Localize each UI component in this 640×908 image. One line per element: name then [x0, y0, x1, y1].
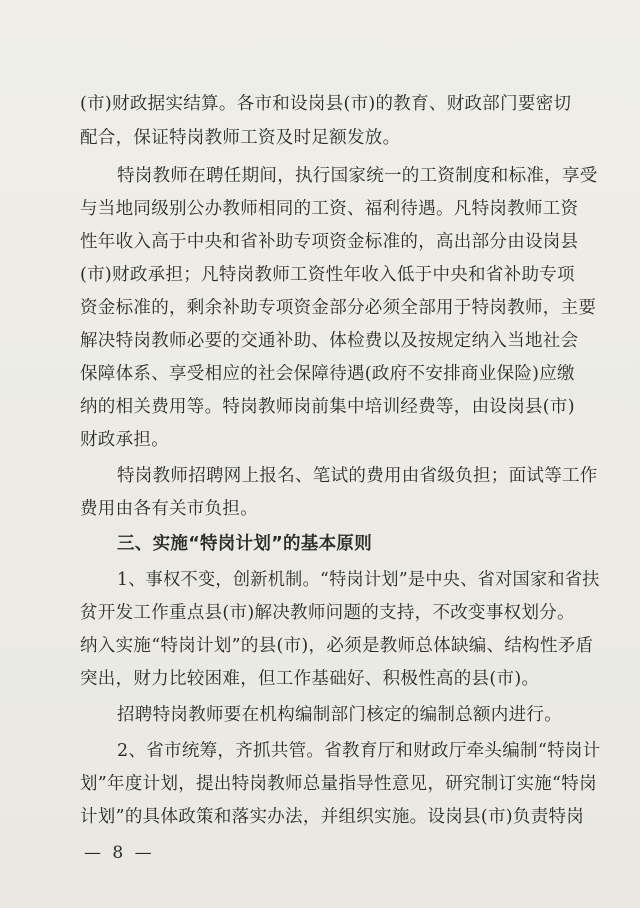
text-line-7: 资金标准的，剩余补助专项资金部分必须全部用于特岗教师，主要 — [80, 298, 597, 318]
text-line-11: 财政承担。 — [80, 430, 169, 450]
text-line-20: 2、省市统筹，齐抓共管。省教育厅和财政厅牵头编制“特岗计 — [117, 741, 601, 761]
section-heading: 三、实施“特岗计划”的基本原则 — [117, 534, 373, 554]
text-line-16: 贫开发工作重点县(市)解决教师问题的支持，不改变事权划分。 — [80, 603, 575, 623]
text-line-22: 计划”的具体政策和落实办法，并组织实施。设岗县(市)负责特岗 — [80, 807, 585, 827]
text-line-18: 突出，财力比较困难，但工作基础好、积极性高的县(市)。 — [80, 669, 540, 689]
page-number: — 8 — — [84, 843, 155, 863]
text-line-4: 与当地同级别公办教师相同的工资、福利待遇。凡特岗教师工资 — [80, 199, 579, 219]
text-line-8: 解决特岗教师必要的交通补助、体检费以及按规定纳入当地社会 — [80, 331, 579, 351]
text-line-13: 费用由各有关市负担。 — [80, 499, 258, 519]
text-line-2: 配合，保证特岗教师工资及时足额发放。 — [80, 128, 401, 148]
text-line-21: 划”年度计划，提出特岗教师总量指导性意见，研究制订实施“特岗 — [80, 774, 597, 794]
text-line-12: 特岗教师招聘网上报名、笔试的费用由省级负担；面试等工作 — [117, 466, 598, 486]
text-line-17: 纳入实施“特岗计划”的县(市)，必须是教师总体缺编、结构性矛盾 — [80, 636, 594, 656]
text-line-3: 特岗教师在聘任期间，执行国家统一的工资制度和标准，享受 — [117, 166, 598, 186]
text-line-1: (市)财政据实结算。各市和设岗县(市)的教育、财政部门要密切 — [80, 94, 572, 114]
text-line-15: 1、事权不变，创新机制。“特岗计划”是中央、省对国家和省扶 — [117, 570, 600, 590]
text-line-10: 纳的相关费用等。特岗教师岗前集中培训经费等，由设岗县(市) — [80, 397, 575, 417]
text-line-9: 保障体系、享受相应的社会保障待遇(政府不安排商业保险)应缴 — [80, 364, 575, 384]
text-line-19: 招聘特岗教师要在机构编制部门核定的编制总额内进行。 — [117, 705, 562, 725]
text-line-5: 性年收入高于中央和省补助专项资金标准的，高出部分由设岗县 — [80, 232, 579, 252]
text-line-6: (市)财政承担；凡特岗教师工资性年收入低于中央和省补助专项 — [80, 265, 575, 285]
